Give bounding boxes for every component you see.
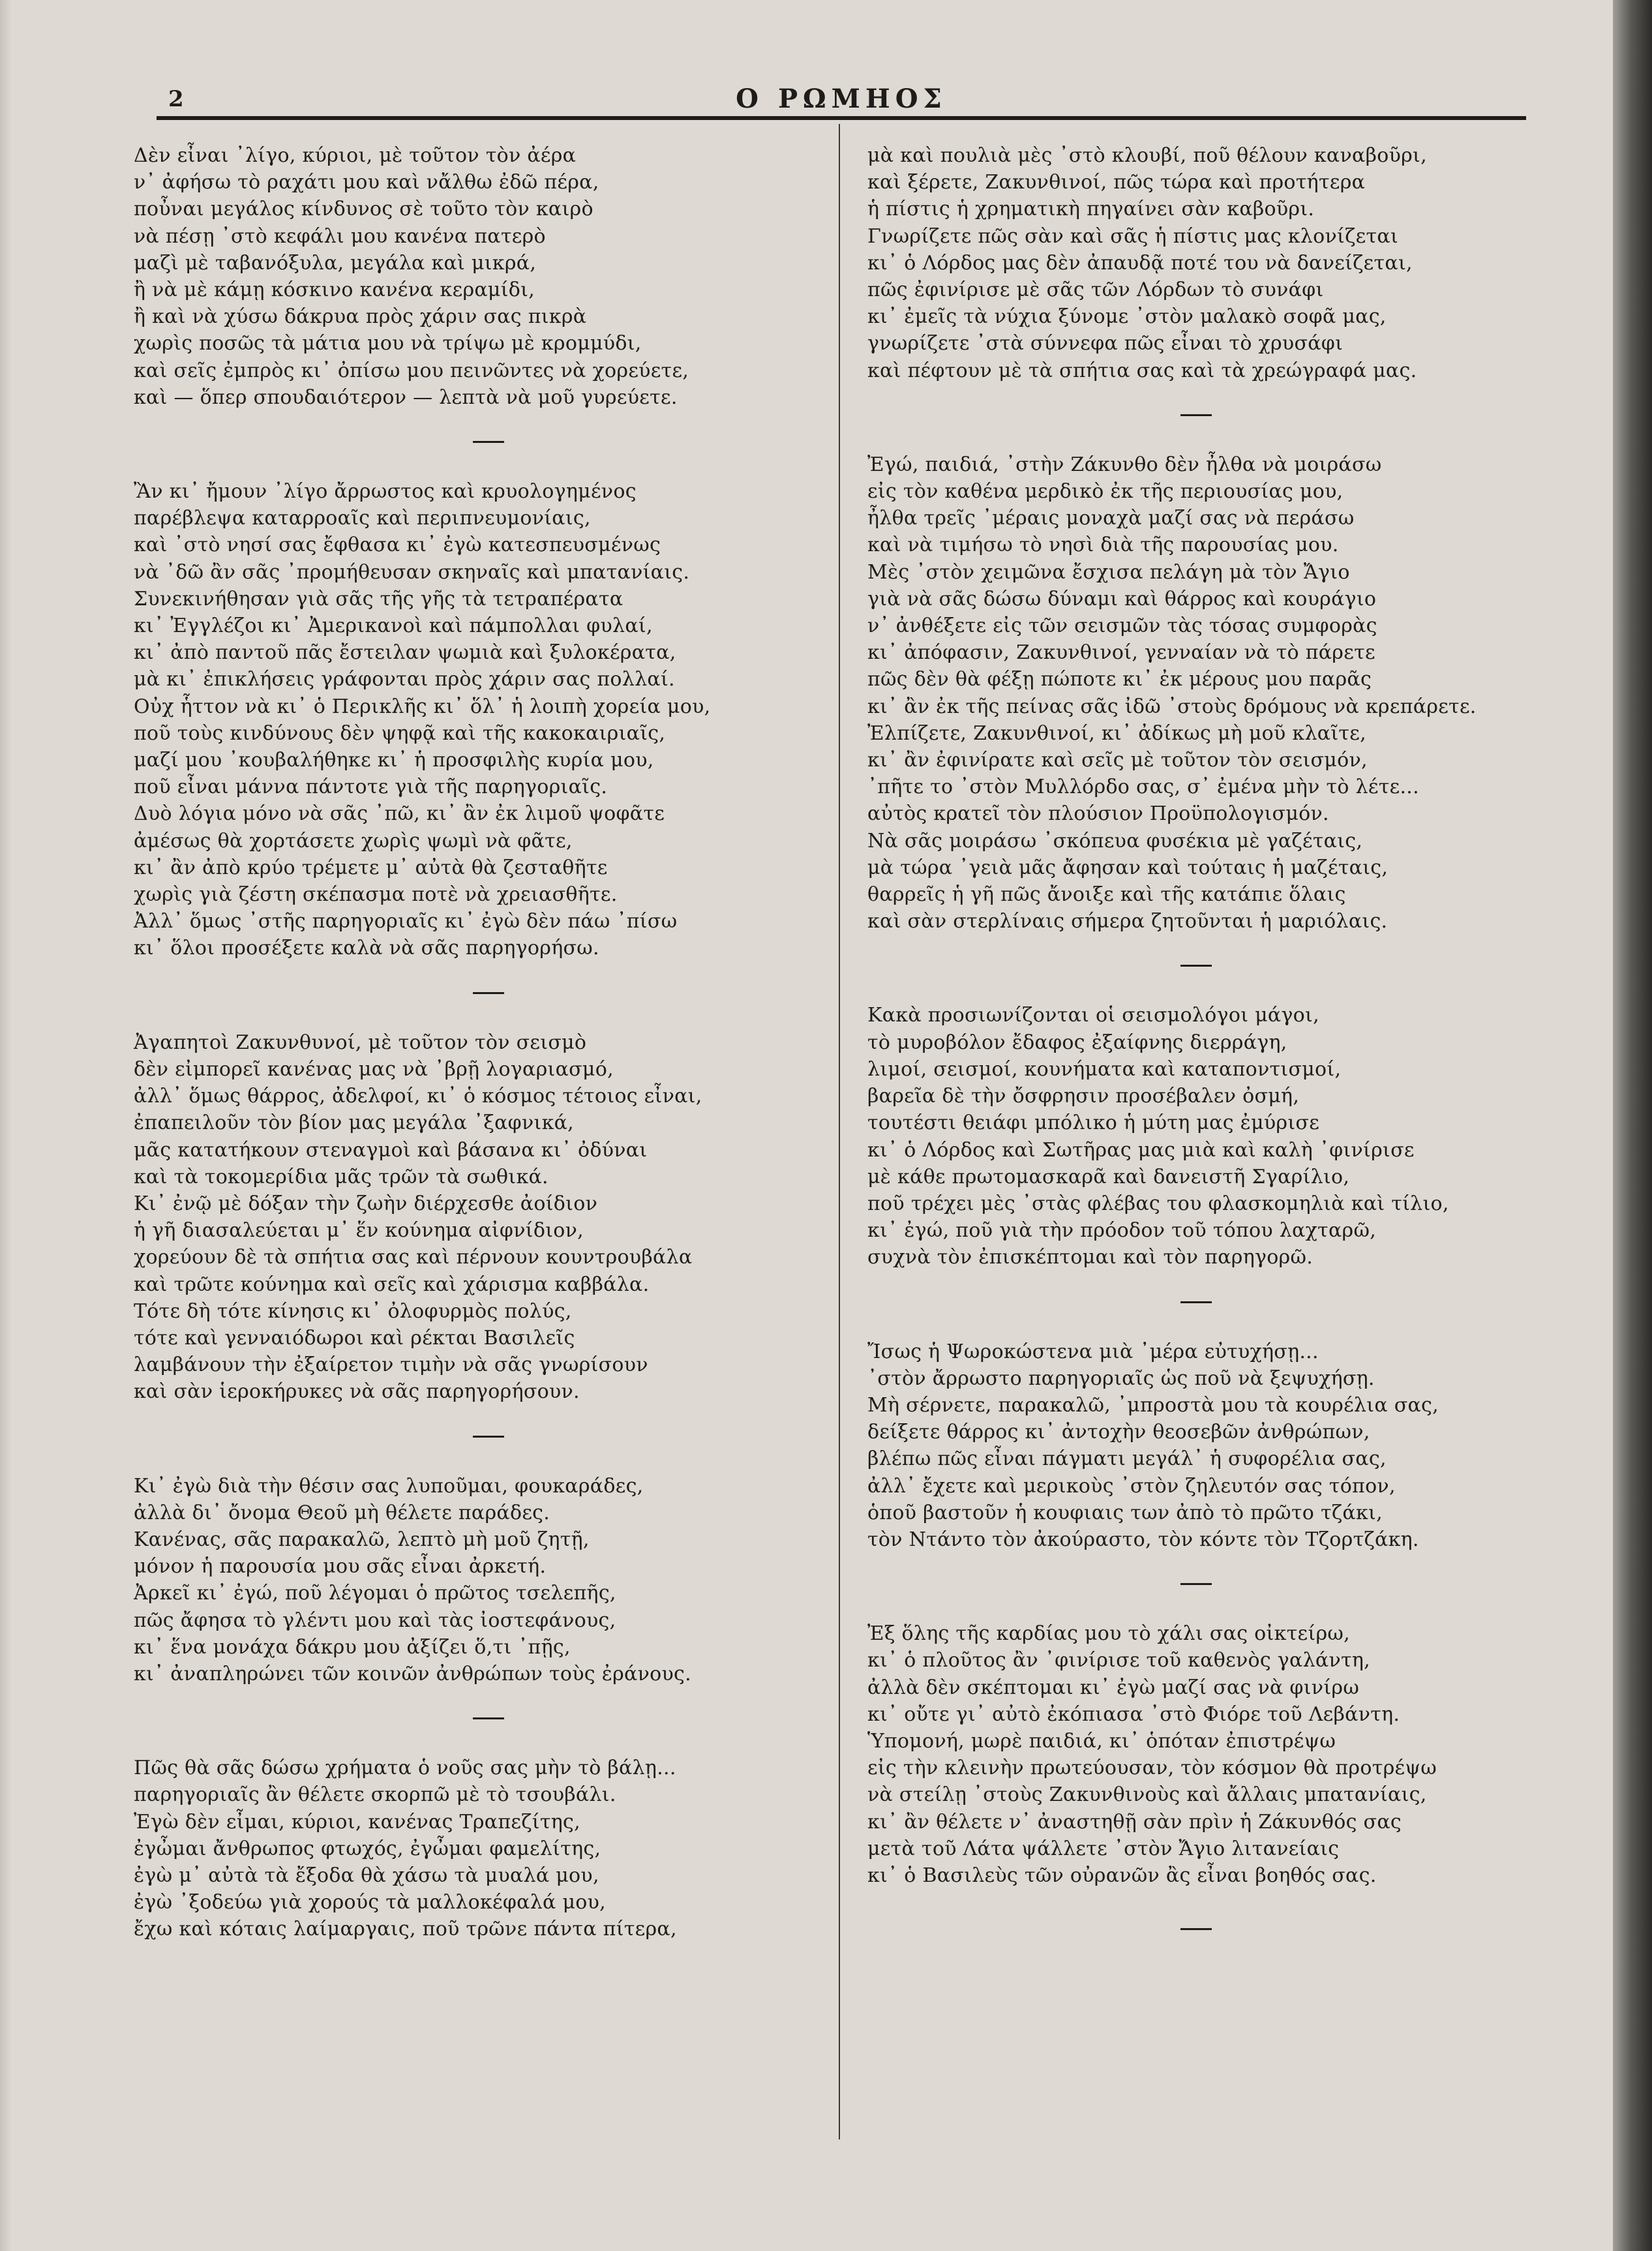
stanza-separator	[1180, 1928, 1212, 1930]
poem-line: καὶ τὰ τοκομερίδια μᾶς τρῶν τὰ σωθικά.	[134, 1165, 548, 1188]
poem-line: Ὑπομονή, μωρὲ παιδιά, κι᾽ ὁπόταν ἐπιστρέψω	[867, 1729, 1336, 1753]
poem-stanza	[867, 1620, 1526, 1889]
poem-line: Οὐχ ἧττον νὰ κι᾽ ὁ Περικλῆς κι᾽ ὅλ᾽ ἡ λοιπὴ χορεία μου,	[134, 695, 711, 718]
poem-line: βαρεῖα δὲ τὴν ὄσφρησιν προσέβαλεν ὀσμή,	[867, 1085, 1300, 1108]
poem-line: Δυὸ λόγια μόνο νὰ σᾶς ᾽πῶ, κι᾽ ἂν ἐκ λιμοῦ ψοφᾶτε	[134, 802, 665, 826]
poem-stanza	[134, 142, 812, 411]
poem-line: ὁποῦ βαστοῦν ἡ κουφιαις των ἀπὸ τὸ πρῶτο τζάκι,	[867, 1501, 1383, 1524]
poem-line: ἡ γῆ διασαλεύεται μ᾽ ἕν κούνημα αἰφνίδιον,	[134, 1219, 584, 1243]
poem-line: νὰ ᾽δῶ ἂν σᾶς ᾽προμήθευσαν σκηναῖς καὶ μπατανίαις.	[134, 560, 690, 584]
poem-line: κι᾽ Ἐγγλέζοι κι᾽ Ἀμερικανοὶ καὶ πάμπολλαι φυλαί,	[134, 614, 653, 638]
poem-line: Ἐγὼ δὲν εἶμαι, κύριοι, κανένας Τραπεζίτης,	[134, 1810, 580, 1834]
poem-line: πῶς δὲν θὰ φέξῃ πώποτε κι᾽ ἐκ μέρους μου παρᾶς	[867, 668, 1372, 691]
poem-line: Κι᾽ ἐνῷ μὲ δόξαν τὴν ζωὴν διέρχεσθε ἀοίδιον	[134, 1192, 598, 1215]
poem-stanza	[134, 478, 812, 962]
poem-line: κι᾽ ἐγώ, ποῦ γιὰ τὴν πρόοδον τοῦ τόπου λαχταρῶ,	[867, 1219, 1377, 1243]
poem-line: ἢ καὶ νὰ χύσω δάκρυα πρὸς χάριν σας πικρὰ	[134, 305, 587, 329]
poem-line: ποῦ εἶναι μάννα πάντοτε γιὰ τῆς παρηγοριαῖς.	[134, 776, 608, 799]
poem-line: Ἴσως ἡ Ψωροκώστενα μιὰ ᾽μέρα εὐτυχήσῃ...	[867, 1340, 1319, 1363]
poem-line: Μὲς ᾽στὸν χειμῶνα ἔσχισα πελάγη μὰ τὸν Ἄγιο	[867, 560, 1350, 584]
poem-line: γιὰ νὰ σᾶς δώσω δύναμι καὶ θάρρος καὶ κουράγιο	[867, 587, 1377, 611]
poem-line: αὐτὸς κρατεῖ τὸν πλούσιον Προϋπολογισμόν.	[867, 802, 1329, 826]
page-edge-left	[0, 0, 12, 2251]
poem-line: ᾽στὸν ἄρρωστο παρηγοριαῖς ὡς ποῦ νὰ ξεψυχήσῃ.	[867, 1367, 1375, 1390]
header-rule	[157, 116, 1526, 120]
poem-line: Ἂν κι᾽ ἤμουν ᾽λίγο ἄρρωστος καὶ κρυολογημένος	[134, 480, 637, 504]
poem-line: ἐγὼ ᾽ξοδεύω γιὰ χορούς τὰ μαλλοκέφαλά μου,	[134, 1891, 606, 1914]
poem-line: κι᾽ ἂν θέλετε ν᾽ ἀναστηθῇ σὰν πρὶν ἡ Ζάκυνθός σας	[867, 1810, 1402, 1834]
poem-line: ἡ πίστις ἡ χρηματικὴ πηγαίνει σὰν καβοῦρι.	[867, 198, 1315, 221]
poem-line: βλέπω πῶς εἶναι πάγματι μεγάλ᾽ ἡ συφορέλια σας,	[867, 1447, 1387, 1471]
poem-line: ποῦ τοὺς κινδύνους δὲν ψηφᾷ καὶ τῆς κακοκαιριαῖς,	[134, 721, 666, 745]
poem-line: κι᾽ ὁ Λόρδος καὶ Σωτῆρας μας μιὰ καὶ καλὴ ᾽φινίρισε	[867, 1138, 1415, 1162]
poem-line: εἰς τὴν κλεινὴν πρωτεύουσαν, τὸν κόσμον θὰ προτρέψω	[867, 1757, 1437, 1780]
stanza-separator	[1180, 1301, 1212, 1303]
poem-line: Νὰ σᾶς μοιράσω ᾽σκόπευα φυσέκια μὲ γαζέταις,	[867, 829, 1363, 853]
poem-line: καὶ σὰν στερλίναις σήμερα ζητοῦνται ἡ μαριόλαις.	[867, 910, 1388, 933]
poem-line: μαζὶ μὲ ταβανόξυλα, μεγάλα καὶ μικρά,	[134, 251, 537, 275]
poem-line: ποῦ τρέχει μὲς ᾽στὰς φλέβας του φλασκομηλιὰ καὶ τίλιο,	[867, 1192, 1449, 1215]
poem-line: μετὰ τοῦ Λάτα ψάλλετε ᾽στὸν Ἄγιο λιτανείαις	[867, 1837, 1340, 1860]
poem-line: δείξετε θάρρος κι᾽ ἀντοχὴν θεοσεβῶν ἀνθρώπων,	[867, 1421, 1370, 1444]
poem-line: τότε καὶ γενναιόδωροι καὶ ρέκται Βασιλεῖς	[134, 1326, 575, 1350]
poem-line: νὰ στείλῃ ᾽στοὺς Ζακυνθινοὺς καὶ ἄλλαις μπατανίαις,	[867, 1783, 1427, 1807]
poem-line: κι᾽ ὅλοι προσέξετε καλὰ νὰ σᾶς παρηγορήσω.	[134, 937, 599, 960]
stanza-separator	[1180, 965, 1212, 967]
poem-line: Ἀρκεῖ κι᾽ ἐγώ, ποῦ λέγομαι ὁ πρῶτος τσελεπῆς,	[134, 1582, 616, 1605]
stanza-separator	[1180, 1583, 1212, 1585]
poem-line: τὸν Ντάντο τὸν ἀκούραστο, τὸν κόντε τὸν Τζορτζάκη.	[867, 1528, 1419, 1551]
poem-line: Κακὰ προσιωνίζονται οἱ σεισμολόγοι μάγοι,	[867, 1004, 1319, 1027]
poem-line: μὲ κάθε πρωτομασκαρᾶ καὶ δανειστῆ Σγαρίλιο,	[867, 1165, 1350, 1188]
stanza-separator	[473, 1436, 504, 1438]
poem-line: κι᾽ ὁ Λόρδος μας δὲν ἀπαυδᾷ ποτέ του νὰ δανείζεται,	[867, 251, 1413, 275]
poem-line: ἔχω καὶ κόταις λαίμαργαις, ποῦ τρῶνε πάντα πίτερα,	[134, 1918, 677, 1941]
poem-line: κι᾽ ἂν ἐφινίρατε καὶ σεῖς μὲ τοῦτον τὸν σεισμόν,	[867, 749, 1368, 772]
poem-line: παρηγοριαῖς ἂν θέλετε σκορπῶ μὲ τὸ τσουβάλι.	[134, 1783, 616, 1807]
poem-line: γνωρίζετε ᾽στὰ σύννεφα πῶς εἶναι τὸ χρυσάφι	[867, 332, 1344, 355]
poem-line: Δὲν εἶναι ᾽λίγο, κύριοι, μὲ τοῦτον τὸν ἀέρα	[134, 144, 577, 167]
poem-line: ᾽πῆτε το ᾽στὸν Μυλλόρδο σας, σ᾽ ἐμένα μὴν τὸ λέτε...	[867, 776, 1419, 799]
poem-line: κι᾽ οὔτε γι᾽ αὐτὸ ἐκόπιασα ᾽στὸ Φιόρε τοῦ Λεβάντη.	[867, 1702, 1400, 1726]
poem-line: χορεύουν δὲ τὰ σπήτια σας καὶ πέρνουν κουντρουβάλα	[134, 1246, 693, 1269]
poem-line: Ἐλπίζετε, Ζακυνθινοί, κι᾽ ἀδίκως μὴ μοῦ κλαῖτε,	[867, 721, 1366, 745]
poem-stanza	[867, 1002, 1526, 1271]
poem-line: τὸ μυροβόλον ἔδαφος ἐξαίφνης διερράγη,	[867, 1031, 1287, 1054]
poem-line: Γνωρίζετε πῶς σὰν καὶ σᾶς ἡ πίστις μας κλονίζεται	[867, 224, 1399, 248]
right-column	[867, 142, 1526, 1965]
poem-line: εἰς τὸν καθένα μερδικὸ ἐκ τῆς περιουσίας μου,	[867, 480, 1344, 504]
poem-line: λαμβάνουν τὴν ἐξαίρετον τιμὴν νὰ σᾶς γνωρίσουν	[134, 1353, 648, 1377]
poem-line: καὶ ξέρετε, Ζακυνθινοί, πῶς τώρα καὶ προτήτερα	[867, 171, 1366, 194]
poem-line: κι᾽ ἂν ἀπὸ κρύο τρέμετε μ᾽ αὐτὰ θὰ ζεσταθῆτε	[134, 856, 608, 879]
poem-line: Πῶς θὰ σᾶς δώσω χρήματα ὁ νοῦς σας μὴν τὸ βάλῃ...	[134, 1757, 676, 1780]
stanza-separator	[473, 992, 504, 994]
poem-line: Συνεκινήθησαν γιὰ σᾶς τῆς γῆς τὰ τετραπέρατα	[134, 587, 623, 611]
poem-line: κι᾽ ὁ Βασιλεὺς τῶν οὐρανῶν ἂς εἶναι βοηθός σας.	[867, 1864, 1377, 1887]
poem-line: παρέβλεψα καταρροαῖς καὶ περιπνευμονίαις,	[134, 507, 591, 530]
stanza-separator	[473, 441, 504, 443]
poem-line: μὰ κι᾽ ἐπικλήσεις γράφονται πρὸς χάριν σας πολλαί.	[134, 668, 675, 691]
poem-line: Ἀγαπητοὶ Ζακυνθυνοί, μὲ τοῦτον τὸν σεισμὸ	[134, 1031, 587, 1054]
poem-line: ἀλλ᾽ ἔχετε καὶ μερικοὺς ᾽στὸν ζηλευτόν σας τόπον,	[867, 1474, 1396, 1498]
poem-line: κι᾽ ἀναπληρώνει τῶν κοινῶν ἀνθρώπων τοὺς ἐράνους.	[134, 1662, 691, 1685]
poem-line: ἀμέσως θὰ χορτάσετε χωρὶς ψωμὶ νὰ φᾶτε,	[134, 829, 573, 853]
poem-line: χωρὶς ποσῶς τὰ μάτια μου νὰ τρίψω μὲ κρομμύδι,	[134, 332, 642, 355]
poem-line: ἐγὦμαι ἄνθρωπος φτωχός, ἐγὦμαι φαμελίτης,	[134, 1837, 601, 1860]
poem-line: κι᾽ ἕνα μονάχα δάκρυ μου ἀξίζει ὅ,τι ᾽πῇς,	[134, 1635, 571, 1659]
poem-stanza	[134, 1473, 812, 1688]
poem-stanza	[867, 451, 1526, 935]
left-column	[134, 142, 812, 1943]
poem-line: καὶ πέφτουν μὲ τὰ σπήτια σας καὶ τὰ χρεώγραφά μας.	[867, 359, 1417, 382]
poem-line: ἀλλ᾽ ὅμως θάρρος, ἀδελφοί, κι᾽ ὁ κόσμος τέτοιος εἶναι,	[134, 1085, 702, 1108]
poem-line: Ἀλλ᾽ ὅμως ᾽στῆς παρηγοριαῖς κι᾽ ἐγὼ δὲν πάω ᾽πίσω	[134, 910, 678, 933]
poem-line: νὰ πέσῃ ᾽στὸ κεφάλι μου κανένα πατερὸ	[134, 224, 546, 248]
page-number: 2	[168, 86, 184, 112]
poem-line: μὰ τώρα ᾽γειὰ μᾶς ἄφησαν καὶ τούταις ἡ μαζέταις,	[867, 856, 1389, 879]
poem-line: κι᾽ ἐμεῖς τὰ νύχια ξύνομε ᾽στὸν μαλακὸ σοφᾶ μας,	[867, 305, 1387, 329]
poem-line: ἐγὼ μ᾽ αὐτὰ τὰ ἔξοδα θὰ χάσω τὰ μυαλά μου,	[134, 1864, 599, 1887]
poem-line: καὶ νὰ τιμήσω τὸ νησὶ διὰ τῆς παρουσίας μου.	[867, 534, 1339, 557]
poem-line: τουτέστι θειάφι μπόλικο ἡ μύτη μας ἐμύρισε	[867, 1111, 1320, 1135]
poem-line: καὶ σεῖς ἐμπρὸς κι᾽ ὀπίσω μου πεινῶντες νὰ χορεύετε,	[134, 359, 689, 382]
poem-line: πῶς ἐφινίρισε μὲ σᾶς τῶν Λόρδων τὸ συνάφι	[867, 279, 1324, 302]
poem-line: ἀλλὰ δὲν σκέπτομαι κι᾽ ἐγὼ μαζί σας νὰ φινίρω	[867, 1676, 1360, 1699]
poem-line: συχνὰ τὸν ἐπισκέπτομαι καὶ τὸν παρηγορῶ.	[867, 1246, 1314, 1269]
poem-line: χωρὶς γιὰ ζέστη σκέπασμα ποτὲ νὰ χρειασθῆτε.	[134, 883, 618, 907]
column-divider	[839, 124, 840, 2139]
poem-line: ν᾽ ἀφήσω τὸ ραχάτι μου καὶ νἄλθω ἐδῶ πέρα,	[134, 171, 599, 194]
poem-line: ἐπαπειλοῦν τὸν βίον μας μεγάλα ᾽ξαφνικά,	[134, 1111, 575, 1135]
poem-line: κι᾽ ἀπὸ παντοῦ πᾶς ἔστειλαν ψωμιὰ καὶ ξυλοκέρατα,	[134, 641, 676, 665]
poem-line: Κανένας, σᾶς παρακαλῶ, λεπτὸ μὴ μοῦ ζητῇ,	[134, 1528, 590, 1551]
poem-line: Ἐγώ, παιδιά, ᾽στὴν Ζάκυνθο δὲν ἦλθα νὰ μοιράσω	[867, 453, 1382, 476]
poem-line: μᾶς κατατήκουν στεναγμοὶ καὶ βάσανα κι᾽ ὀδύναι	[134, 1138, 648, 1162]
poem-line: Μὴ σέρνετε, παρακαλῶ, ᾽μπροστὰ μου τὰ κουρέλια σας,	[867, 1393, 1439, 1417]
poem-line: ν᾽ ἀνθέξετε εἰς τῶν σεισμῶν τὰς τόσας συμφορὰς	[867, 614, 1377, 638]
poem-line: κι᾽ ἀπόφασιν, Ζακυνθινοί, γενναίαν νὰ τὸ πάρετε	[867, 641, 1375, 665]
poem-line: ἢ νὰ μὲ κάμῃ κόσκινο κανένα κεραμίδι,	[134, 279, 535, 302]
stanza-separator	[473, 1717, 504, 1719]
page-binding-edge	[1613, 0, 1652, 2251]
poem-stanza	[134, 1755, 812, 1942]
poem-stanza	[134, 1029, 812, 1406]
poem-line: μόνον ἡ παρουσία μου σᾶς εἶναι ἀρκετή.	[134, 1555, 547, 1579]
poem-line: κι᾽ ὁ πλοῦτος ἂν ᾽φινίρισε τοῦ καθενὸς γαλάντη,	[867, 1649, 1371, 1672]
poem-line: καὶ ᾽στὸ νησί σας ἔφθασα κι᾽ ἐγὼ κατεσπευσμένως	[134, 534, 661, 557]
poem-line: κι᾽ ἂν ἐκ τῆς πείνας σᾶς ἰδῶ ᾽στοὺς δρόμους νὰ κρεπάρετε.	[867, 695, 1477, 718]
poem-line: Κι᾽ ἐγὼ διὰ τὴν θέσιν σας λυποῦμαι, φουκαράδες,	[134, 1474, 644, 1498]
poem-line: Ἐξ ὅλης τῆς καρδίας μου τὸ χάλι σας οἰκτείρω,	[867, 1622, 1350, 1646]
newspaper-masthead: Ο ΡΩΜΗΟΣ	[736, 83, 947, 114]
poem-line: καὶ σὰν ἱεροκήρυκες νὰ σᾶς παρηγορήσουν.	[134, 1380, 580, 1404]
poem-line: ἀλλὰ δι᾽ ὄνομα Θεοῦ μὴ θέλετε παράδες.	[134, 1501, 550, 1524]
poem-line: λιμοί, σεισμοί, κουνήματα καὶ καταποντισμοί,	[867, 1057, 1342, 1081]
poem-line: Τότε δὴ τότε κίνησις κι᾽ ὀλοφυρμὸς πολύς,	[134, 1299, 572, 1323]
poem-line: πῶς ἄφησα τὸ γλέντι μου καὶ τὰς ἰοστεφάνους,	[134, 1609, 616, 1632]
poem-line: καὶ — ὅπερ σπουδαιότερον — λεπτὰ νὰ μοῦ γυρεύετε.	[134, 385, 678, 409]
poem-line: μαζί μου ᾽κουβαλήθηκε κι᾽ ἡ προσφιλὴς κυρία μου,	[134, 749, 654, 772]
poem-stanza	[867, 1338, 1526, 1554]
poem-stanza	[867, 142, 1526, 384]
page-header	[157, 80, 1526, 119]
poem-line: δὲν εἰμπορεῖ κανένας μας νὰ ᾽βρῇ λογαριασμό,	[134, 1057, 614, 1081]
poem-line: ἦλθα τρεῖς ᾽μέραις μοναχὰ μαζί σας νὰ περάσω	[867, 507, 1355, 530]
poem-line: ποὖναι μεγάλος κίνδυνος σὲ τοῦτο τὸν καιρὸ	[134, 198, 593, 221]
poem-line: μὰ καὶ πουλιὰ μὲς ᾽στὸ κλουβί, ποῦ θέλουν καναβοῦρι,	[867, 144, 1427, 167]
poem-line: καὶ τρῶτε κούνημα καὶ σεῖς καὶ χάρισμα καββάλα.	[134, 1273, 650, 1296]
poem-line: θαρρεῖς ἡ γῆ πῶς ἄνοιξε καὶ τῆς κατάπιε ὅλαις	[867, 883, 1346, 907]
stanza-separator	[1180, 414, 1212, 416]
